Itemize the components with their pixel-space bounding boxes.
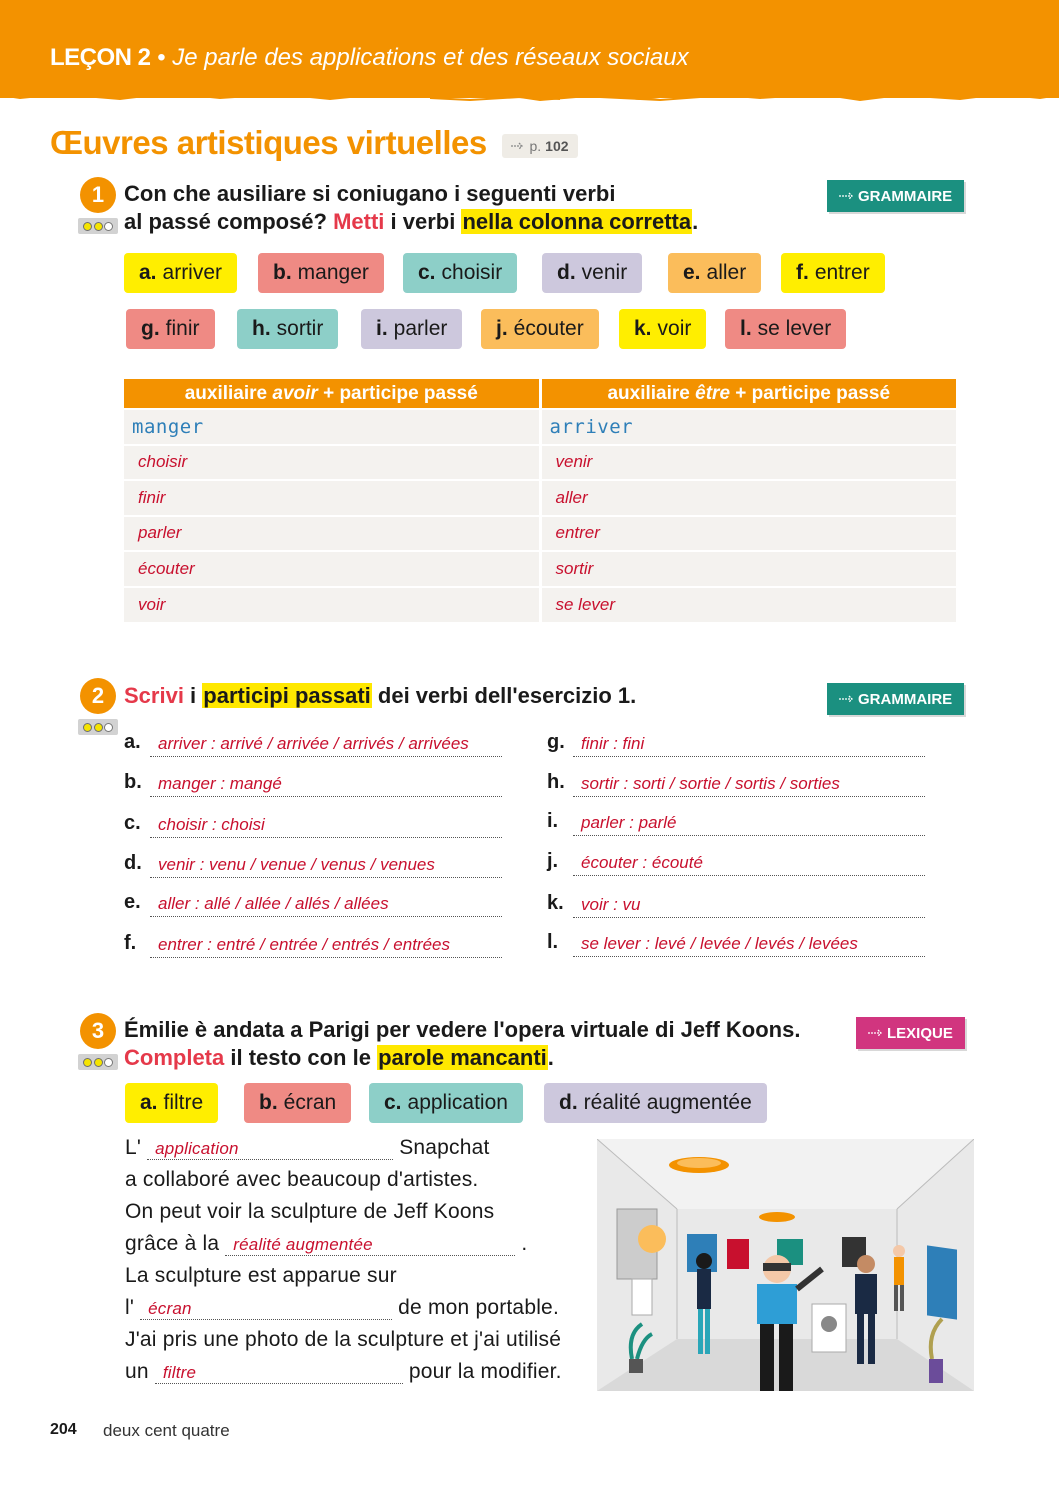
table-row (124, 516, 956, 552)
answer-field[interactable]: sortir : sorti / sortie / sortis / sorties (573, 774, 925, 797)
verb-chip: l. se lever (725, 309, 846, 349)
exercise-1-line-2: al passé composé? Metti i verbi nella colonna corretta. (124, 209, 699, 234)
page-number-words: deux cent quatre (103, 1421, 230, 1440)
table-row (124, 551, 956, 587)
lesson-subtitle: Je parle des applications et des réseaux sociaux (172, 44, 689, 71)
difficulty-indicator (78, 218, 118, 234)
lexique-tag[interactable] (856, 1017, 965, 1049)
answer-field[interactable]: choisir : choisi (150, 815, 502, 838)
table-cell-input[interactable]: venir (540, 445, 956, 481)
answer-field[interactable]: entrer : entré / entrée / entrés / entrées (150, 935, 502, 958)
answer-field[interactable]: arriver : arrivé / arrivée / arrivés / arrivées (150, 734, 502, 757)
answer-row: f. entrer : entré / entrée / entrés / entrées (124, 928, 502, 958)
table-cell-input[interactable]: entrer (540, 516, 956, 552)
page-reference[interactable] (502, 134, 578, 158)
table-cell-input[interactable]: écouter (124, 551, 540, 587)
column-header-avoir: auxiliaire avoir + participe passé (124, 379, 540, 409)
answer-row: i. parler : parlé (547, 806, 925, 836)
table-row (124, 587, 956, 623)
exercise-3-line-2: Completa il testo con le parole mancanti. (124, 1045, 554, 1070)
answer-row: g. finir : fini (547, 727, 925, 757)
page-number: 204 (50, 1421, 77, 1438)
word-chip: b. écran (244, 1083, 351, 1123)
answer-field[interactable]: écouter : écouté (573, 853, 925, 876)
answer-field[interactable]: voir : vu (573, 895, 925, 918)
cloze-blank[interactable]: réalité augmentée (225, 1235, 515, 1256)
cloze-line: On peut voir la sculpture de Jeff Koons (125, 1200, 495, 1223)
table-cell-input[interactable]: choisir (124, 445, 540, 481)
difficulty-indicator (78, 719, 118, 735)
cloze-line: J'ai pris une photo de la sculpture et j'ai utilisé (125, 1328, 562, 1351)
table-cell-input[interactable]: sortir (540, 551, 956, 587)
exercise-1-line-1: Con che ausiliare si coniugano i seguenti verbi (124, 181, 616, 206)
answer-field[interactable]: venir : venu / venue / venus / venues (150, 855, 502, 878)
answer-row: b. manger : mangé (124, 767, 502, 797)
verb-chip: f. entrer (781, 253, 885, 293)
table-row-example (124, 409, 956, 445)
cloze-blank[interactable]: filtre (155, 1363, 403, 1384)
table-cell-input[interactable]: aller (540, 480, 956, 516)
word-chip: a. filtre (125, 1083, 218, 1123)
grammaire-tag-label: GRAMMAIRE (858, 690, 953, 708)
lesson-header (50, 44, 689, 72)
table-row (124, 480, 956, 516)
grammaire-tag[interactable] (827, 683, 964, 715)
exercise-3-number: 3 (80, 1013, 116, 1049)
verb-chip: g. finir (126, 309, 215, 349)
table-cell: manger (124, 409, 540, 445)
verb-chip: j. écouter (481, 309, 599, 349)
verb-chip: i. parler (361, 309, 462, 349)
verb-chip: k. voir (619, 309, 706, 349)
table-row (124, 445, 956, 481)
table-cell-input[interactable]: voir (124, 587, 540, 623)
grammaire-tag-label: GRAMMAIRE (858, 187, 953, 205)
page-ref-label: p. (529, 138, 542, 154)
table-cell-input[interactable]: finir (124, 480, 540, 516)
answer-field[interactable]: finir : fini (573, 734, 925, 757)
cloze-blank[interactable]: écran (140, 1299, 392, 1320)
exercise-1-number: 1 (80, 177, 116, 213)
verb-chip: a. arriver (124, 253, 237, 293)
arrow-right-icon (511, 142, 525, 150)
answer-row: d. venir : venu / venue / venus / venues (124, 848, 502, 878)
exercise-3-line-1: Émilie è andata a Parigi per vedere l'opera virtuale di Jeff Koons. (124, 1017, 801, 1042)
lexique-tag-label: LEXIQUE (887, 1024, 953, 1042)
exercise-1-instruction (124, 180, 698, 236)
answer-field[interactable]: manger : mangé (150, 774, 502, 797)
table-cell-input[interactable]: parler (124, 516, 540, 552)
answer-row: e. aller : allé / allée / allés / allées (124, 887, 502, 917)
cloze-line: l' écran de mon portable. (125, 1296, 559, 1319)
cloze-line: a collaboré avec beaucoup d'artistes. (125, 1168, 479, 1191)
verb-chip: e. aller (668, 253, 761, 293)
cloze-line: La sculpture est apparue sur (125, 1264, 397, 1287)
answer-field[interactable]: aller : allé / allée / allés / allées (150, 894, 502, 917)
answer-row: h. sortir : sorti / sortie / sortis / sorties (547, 767, 925, 797)
arrow-right-icon (868, 1029, 884, 1037)
word-chip: d. réalité augmentée (544, 1083, 767, 1123)
answer-row: k. voir : vu (547, 888, 925, 918)
exercise-2-instruction: Scrivi i participi passati dei verbi dell'esercizio 1. (124, 683, 637, 708)
exercise-2-number: 2 (80, 678, 116, 714)
answer-row: a. arriver : arrivé / arrivée / arrivés / arrivées (124, 727, 502, 757)
cloze-line: un filtre pour la modifier. (125, 1360, 562, 1383)
page-ref-number: 102 (545, 138, 569, 154)
auxiliary-table (124, 379, 956, 622)
lesson-label: LEÇON 2 (50, 44, 151, 71)
exercise-3-instruction (124, 1016, 800, 1072)
cloze-line: grâce à la réalité augmentée . (125, 1232, 528, 1255)
arrow-right-icon (839, 695, 855, 703)
answer-field[interactable]: parler : parlé (573, 813, 925, 836)
answer-row: c. choisir : choisi (124, 808, 502, 838)
table-cell: arriver (540, 409, 956, 445)
section-title: Œuvres artistiques virtuelles (50, 124, 487, 161)
virtual-gallery-illustration (597, 1139, 974, 1391)
grammaire-tag[interactable] (827, 180, 964, 212)
header-brush-edge (0, 90, 1059, 110)
word-chip: c. application (369, 1083, 523, 1123)
answer-row: l. se lever : levé / levée / levés / levées (547, 927, 925, 957)
verb-chip: d. venir (542, 253, 642, 293)
verb-chip: c. choisir (403, 253, 517, 293)
verb-chip: h. sortir (237, 309, 338, 349)
table-cell-input[interactable]: se lever (540, 587, 956, 623)
cloze-line: L' application Snapchat (125, 1136, 490, 1159)
answer-row: j. écouter : écouté (547, 846, 925, 876)
column-header-etre: auxiliaire être + participe passé (540, 379, 956, 409)
cloze-blank[interactable]: application (147, 1139, 393, 1160)
verb-chip: b. manger (258, 253, 384, 293)
difficulty-indicator (78, 1054, 118, 1070)
answer-field[interactable]: se lever : levé / levée / levés / levées (573, 934, 925, 957)
lesson-separator: • (157, 44, 166, 71)
arrow-right-icon (839, 192, 855, 200)
